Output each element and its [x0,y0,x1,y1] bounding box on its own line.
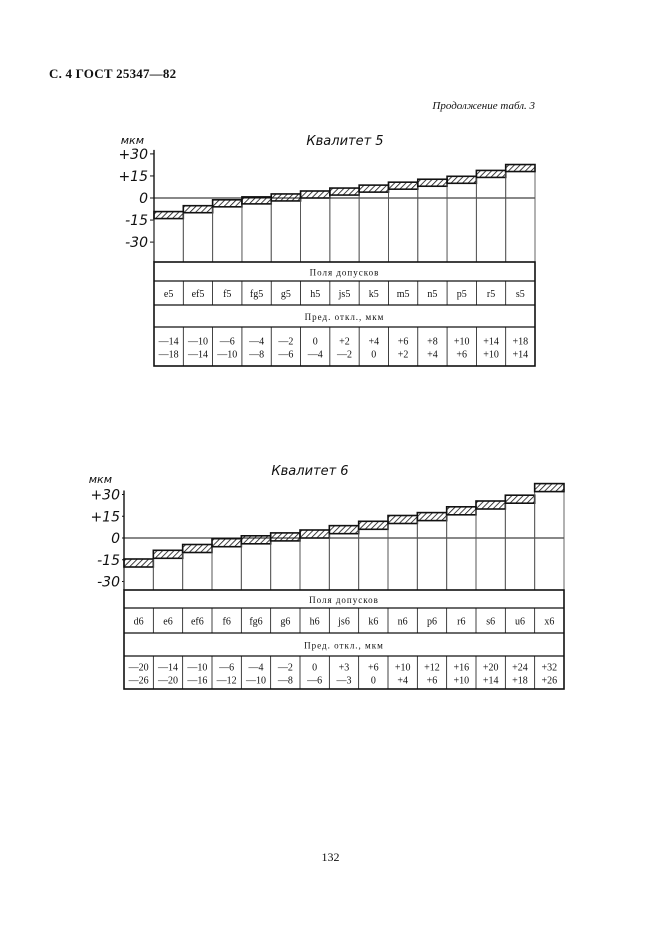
tolerance-band-ef6 [183,545,212,553]
tolerance-field-p5: p5 [456,289,467,300]
lower-deviation-r5: +10 [483,349,499,361]
lower-deviation-s5: +14 [512,349,529,361]
tolerance-field-k6: k6 [368,616,379,628]
tolerance-field-n5: n5 [427,289,438,300]
upper-deviation-p6: +12 [424,662,440,674]
lower-deviation-fg6: —10 [246,675,266,687]
y-tick-label: -30 [97,574,120,591]
upper-deviation-p5: +10 [453,336,470,348]
upper-deviation-ef5: —10 [187,336,208,348]
tolerance-field-fg6: fg6 [249,616,263,628]
tolerance-band-x6 [535,484,564,492]
tolerance-band-fg6 [241,536,270,544]
y-tick-label: -30 [125,235,148,252]
tolerance-field-h6: h6 [309,616,320,628]
tolerance-field-g6: g6 [280,616,291,628]
lower-deviation-ef5: —14 [187,349,208,361]
lower-deviation-h5: —4 [307,349,323,361]
upper-deviation-fg5: —4 [249,336,265,348]
upper-deviation-k6: +6 [368,662,379,674]
table-title: Поля допусков [309,267,380,278]
tolerance-band-g6 [271,533,300,541]
lower-deviation-e6: —20 [158,675,178,687]
upper-deviation-fg6: —4 [248,662,264,674]
tolerance-field-ef6: ef6 [190,616,204,628]
lower-deviation-p5: +6 [456,349,468,361]
page-number: 132 [321,850,340,864]
lower-deviation-p6: +6 [426,675,438,687]
tolerance-field-h5: h5 [310,289,321,300]
lower-deviation-r6: +10 [453,675,470,687]
upper-deviation-n6: +10 [394,662,411,674]
lower-deviation-s6: +14 [482,675,499,687]
upper-deviation-js6: +3 [338,662,350,674]
upper-deviation-n5: +8 [427,336,438,348]
tolerance-field-s5: s5 [515,289,525,300]
table-title: Поля допусков [309,595,379,605]
upper-deviation-h6: 0 [312,662,318,674]
upper-deviation-ef6: —10 [187,662,208,674]
upper-deviation-r5: +14 [483,336,499,348]
y-tick-label: 0 [139,191,148,207]
tolerance-field-e6: e6 [163,616,173,628]
tolerance-band-p6 [417,513,446,521]
upper-deviation-f6: —6 [219,662,235,674]
y-tick-label: -15 [125,213,148,230]
upper-deviation-g6: —2 [277,662,293,674]
chart-title: Квалитет 6 [271,464,349,479]
lower-deviation-u6: +18 [512,675,528,687]
tolerance-field-js6: js6 [338,616,350,628]
tolerance-field-s6: s6 [486,616,496,628]
y-tick-label: +30 [118,146,148,163]
lower-deviation-h6: —6 [307,675,323,687]
chart-title: Квалитет 5 [306,134,384,149]
tolerance-field-f6: f6 [222,616,231,628]
tolerance-band-k6 [359,521,388,529]
tolerance-field-ef5: ef5 [191,289,205,300]
lower-deviation-k6: 0 [370,675,376,687]
y-axis-unit: мкм [120,134,144,147]
tolerance-band-n6 [388,516,417,524]
lower-deviation-g6: —8 [277,675,293,687]
tolerance-band-f6 [212,539,241,547]
upper-deviation-k5: +4 [368,336,380,348]
lower-deviation-js5: —2 [337,349,352,361]
upper-deviation-f5: —6 [219,336,235,348]
upper-deviation-s6: +20 [482,662,499,674]
upper-deviation-u6: +24 [512,662,528,674]
upper-deviation-g5: —2 [278,336,294,348]
table-subtitle: Пред. откл., мкм [304,640,384,651]
tolerance-field-g5: g5 [280,289,291,300]
y-tick-label: +15 [90,509,120,526]
lower-deviation-g5: —6 [278,349,294,361]
lower-deviation-k5: 0 [371,349,377,361]
tolerance-band-h6 [300,530,329,538]
tolerance-field-x6: x6 [544,616,555,628]
upper-deviation-m5: +6 [397,336,409,348]
tolerance-field-r5: r5 [486,289,496,300]
table-subtitle: Пред. откл., мкм [304,312,385,322]
upper-deviation-x6: +32 [541,662,558,674]
tolerance-band-d6 [124,559,153,567]
lower-deviation-n5: +4 [427,349,438,361]
lower-deviation-f5: —10 [217,349,238,361]
upper-deviation-js5: +2 [339,336,350,348]
tolerance-field-k5: k5 [368,289,379,300]
y-tick-label: +30 [90,487,120,504]
lower-deviation-f6: —12 [216,675,237,687]
tolerance-field-u6: u6 [515,616,525,628]
lower-deviation-n6: +4 [397,675,408,687]
tolerance-field-f5: f5 [223,289,232,300]
lower-deviation-m5: +2 [397,349,409,361]
tolerance-field-n6: n6 [397,616,408,628]
tolerance-field-e5: e5 [163,289,174,300]
upper-deviation-r6: +16 [453,662,470,674]
y-axis-unit: мкм [88,473,112,486]
tolerance-field-d6: d6 [133,616,144,628]
y-tick-label: +15 [118,168,148,185]
tolerance-band-r6 [447,507,476,515]
upper-deviation-e6: —14 [158,662,178,674]
tolerance-field-js5: js5 [338,289,351,300]
upper-deviation-h5: 0 [312,336,318,348]
y-tick-label: -15 [97,552,120,569]
tolerance-field-p6: p6 [427,616,437,628]
upper-deviation-s5: +18 [512,336,529,348]
tolerance-band-u6 [505,495,534,503]
page-header: С. 4 ГОСТ 25347—82 [49,66,177,81]
lower-deviation-js6: —3 [336,675,352,687]
table-continuation-note: Продолжение табл. 3 [432,100,535,112]
tolerance-band-js6 [329,526,358,534]
upper-deviation-d6: —20 [128,662,149,674]
tolerance-field-m5: m5 [396,289,410,300]
y-tick-label: 0 [111,531,120,547]
tolerance-field-fg5: fg5 [249,289,264,300]
lower-deviation-d6: —26 [128,675,149,687]
tolerance-field-r6: r6 [457,616,466,628]
tolerance-band-s6 [476,501,505,509]
upper-deviation-e5: —14 [158,336,179,348]
tolerance-band-e6 [153,550,182,558]
lower-deviation-x6: +26 [541,675,558,687]
lower-deviation-ef6: —16 [187,675,208,687]
lower-deviation-e5: —18 [158,349,179,361]
lower-deviation-fg5: —8 [249,349,265,361]
